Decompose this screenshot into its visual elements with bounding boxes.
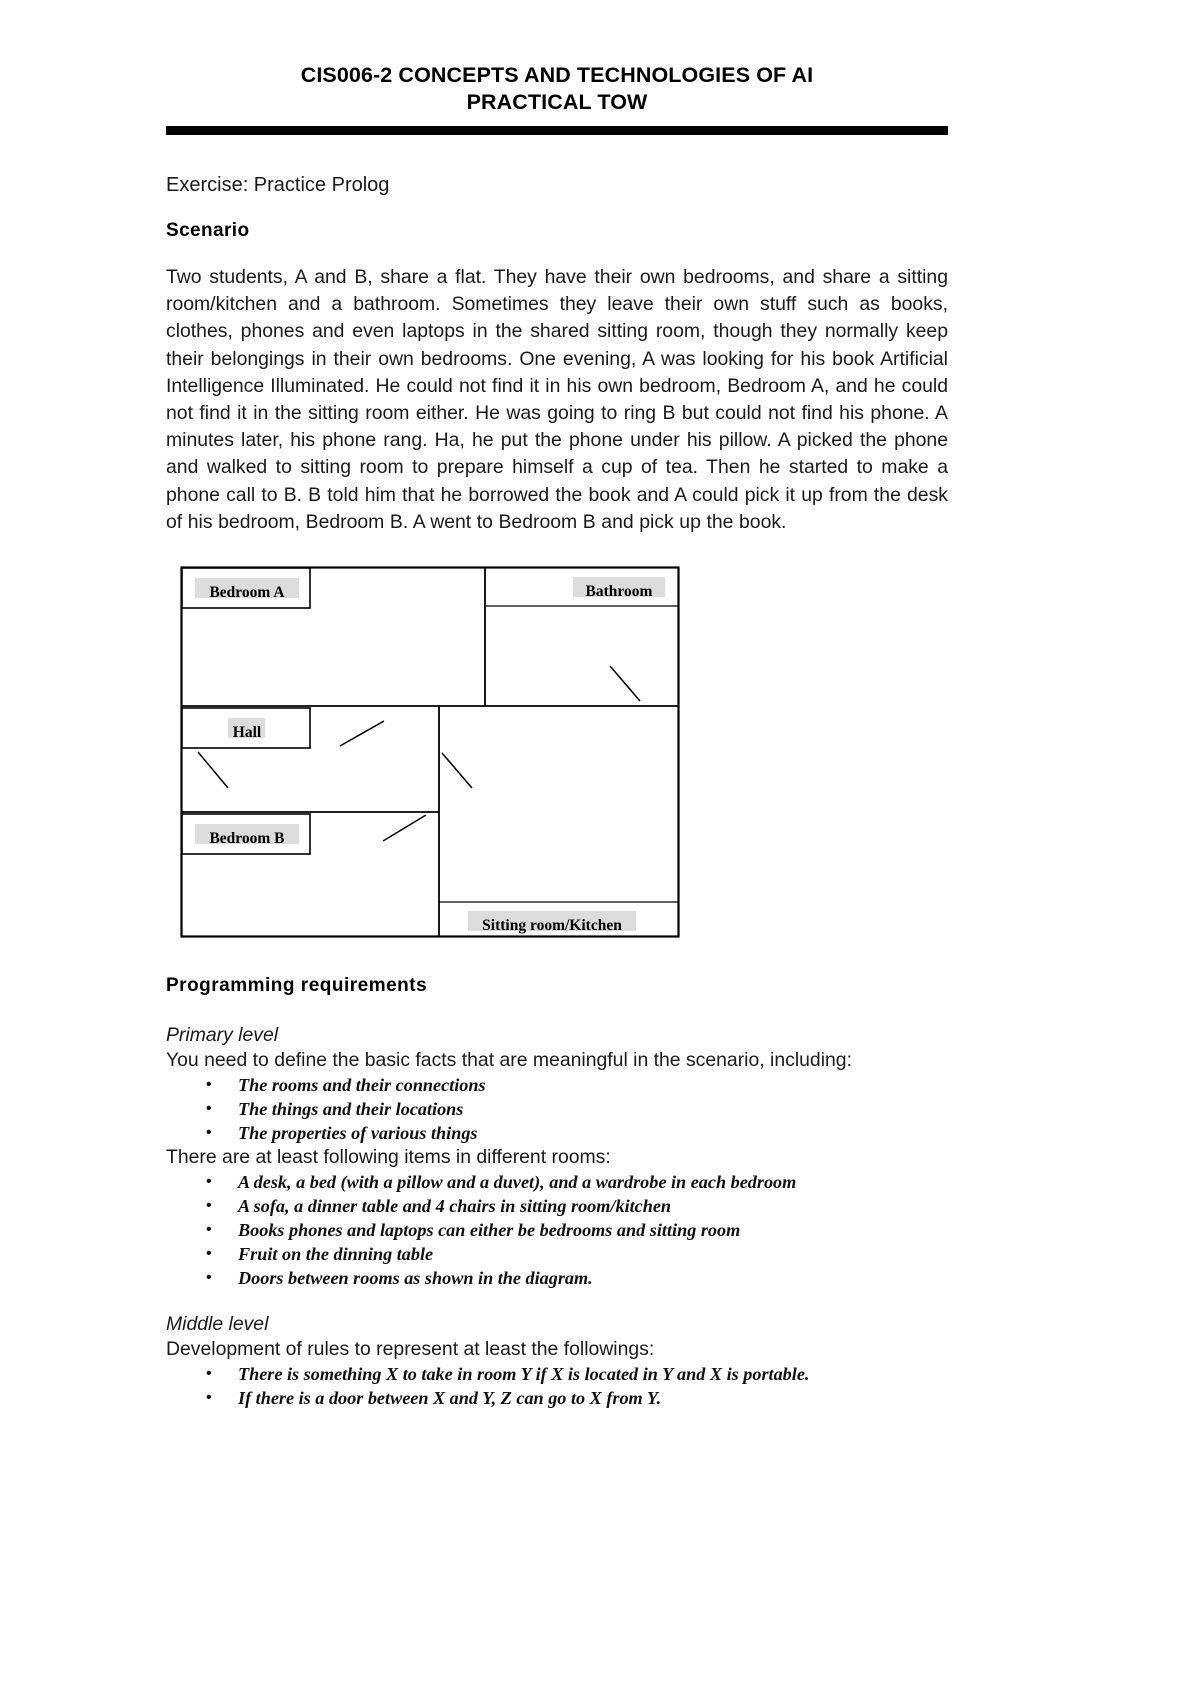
- list-item: [166, 1194, 956, 1218]
- list-item-text: A sofa, a dinner table and 4 chairs in sitting room/kitchen: [238, 1196, 672, 1216]
- bathroom-label: Bathroom: [585, 583, 653, 601]
- list-item: [166, 1073, 956, 1097]
- document-header: [166, 62, 948, 116]
- primary-items-intro: There are at least following items in different rooms:: [166, 1146, 611, 1168]
- bullet-point-icon: •: [206, 1269, 212, 1286]
- list-item: [166, 1097, 956, 1121]
- list-item-text: Fruit on the dinning table: [238, 1244, 434, 1264]
- bullet-point-icon: •: [206, 1124, 212, 1141]
- middle-level-label: Middle level: [166, 1313, 269, 1335]
- outer-wall: [182, 568, 679, 937]
- list-item-text: If there is a door between X and Y, Z can go to X from Y.: [238, 1388, 662, 1408]
- list-item: [166, 1386, 956, 1410]
- list-item: [166, 1218, 956, 1242]
- programming-requirements-section: [166, 975, 956, 1410]
- sitting-room-label: Sitting room/Kitchen: [482, 917, 622, 935]
- list-item-text: Doors between rooms as shown in the diagram.: [238, 1268, 593, 1288]
- list-item-text: The properties of various things: [238, 1123, 478, 1143]
- title-divider-rule: [166, 126, 948, 135]
- list-item-text: The things and their locations: [238, 1099, 464, 1119]
- list-item-text: The rooms and their connections: [238, 1075, 486, 1095]
- bullet-point-icon: •: [206, 1173, 212, 1190]
- scenario-heading: Scenario: [166, 220, 250, 241]
- list-item: [166, 1266, 956, 1290]
- bullet-point-icon: •: [206, 1389, 212, 1406]
- bullet-point-icon: •: [206, 1245, 212, 1262]
- bullet-point-icon: •: [206, 1221, 212, 1238]
- primary-items-bullet-list: [166, 1170, 956, 1290]
- list-item-text: Books phones and laptops can either be bedrooms and sitting room: [238, 1220, 741, 1240]
- list-item-text: A desk, a bed (with a pillow and a duvet), and a wardrobe in each bedroom: [238, 1172, 797, 1192]
- list-item-text: There is something X to take in room Y if X is located in Y and X is portable.: [238, 1364, 810, 1384]
- list-item: [166, 1121, 956, 1145]
- hall-label: Hall: [232, 724, 262, 742]
- middle-level-bullet-list: [166, 1362, 956, 1410]
- floor-plan-diagram: [180, 566, 680, 938]
- section-spacer: [166, 1290, 956, 1312]
- primary-level-bullet-list: [166, 1073, 956, 1145]
- scenario-paragraph: Two students, A and B, share a flat. They have their own bedrooms, and share a sitting room/kitchen and a bathroom. Sometimes they leave their own stuff such as books, clothes, phones and even laptops in the shared sitting room, though they normally keep their belongings in their own bedrooms. One evening, A was looking for his book Artificial Intelligence Illuminated. He could not find it in his own bedroom, Bedroom A, and he could not find it in the sitting room either. He was going to ring B but could not find his phone. A minutes later, his phone rang. Ha, he put the phone under his pillow. A picked the phone and walked to sitting room to prepare himself a cup of tea. Then he started to make a phone call to B. B told him that he borrowed the book and A could pick it up from the desk of his bedroom, Bedroom B. A went to Bedroom B and pick up the book.: [166, 266, 948, 533]
- exercise-line: Exercise: Practice Prolog: [166, 174, 390, 196]
- bedroom-a-label: Bedroom A: [209, 584, 285, 602]
- document-title-line-1: CIS006-2 CONCEPTS AND TECHNOLOGIES OF AI: [300, 63, 814, 87]
- primary-level-intro: You need to define the basic facts that are meaningful in the scenario, including:: [166, 1049, 852, 1071]
- middle-level-intro: Development of rules to represent at least the followings:: [166, 1338, 655, 1360]
- list-item: [166, 1362, 956, 1386]
- bullet-point-icon: •: [206, 1365, 212, 1382]
- bullet-point-icon: •: [206, 1076, 212, 1093]
- bedroom-b-label: Bedroom B: [209, 830, 285, 848]
- document-body: [166, 172, 948, 536]
- list-item: [166, 1170, 956, 1194]
- bullet-point-icon: •: [206, 1197, 212, 1214]
- document-title-line-2: PRACTICAL TOW: [466, 90, 648, 114]
- floor-plan-svg: [180, 566, 680, 938]
- primary-level-label: Primary level: [166, 1024, 279, 1046]
- list-item: [166, 1242, 956, 1266]
- bullet-point-icon: •: [206, 1100, 212, 1117]
- requirements-heading: Programming requirements: [166, 975, 428, 996]
